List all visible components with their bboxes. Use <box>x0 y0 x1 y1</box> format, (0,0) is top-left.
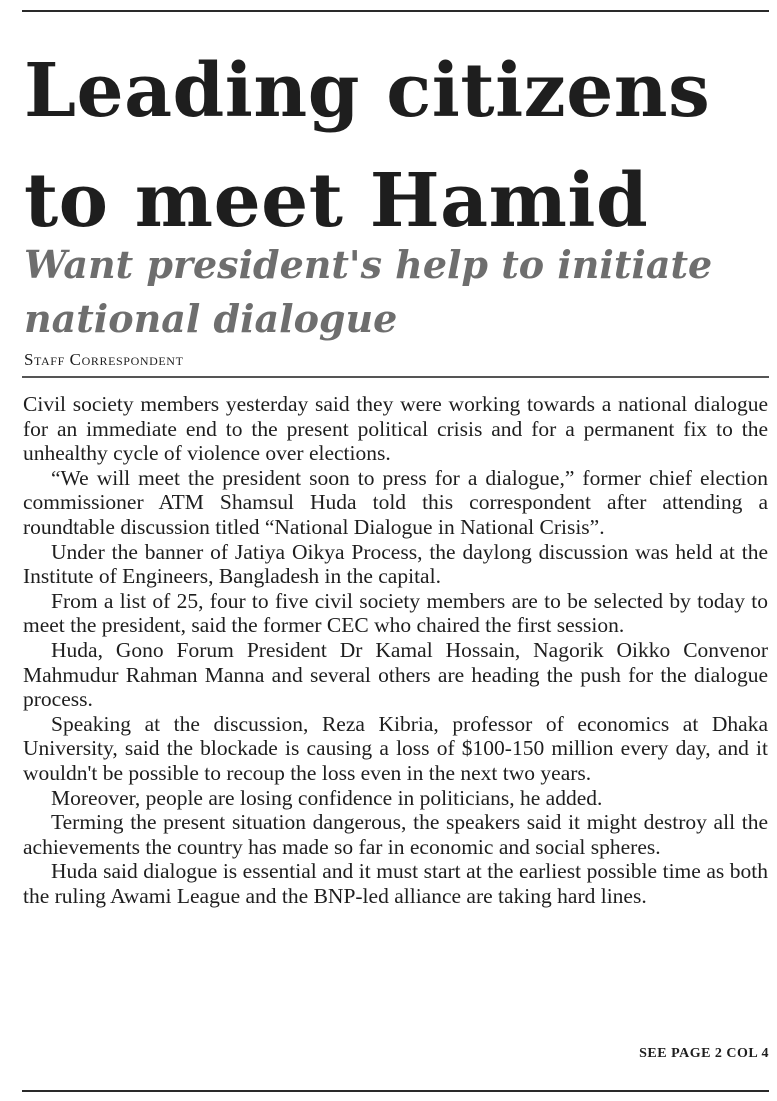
headline: Leading citizens to meet Hamid <box>24 48 711 244</box>
paragraph: “We will meet the president soon to press for a dialogue,” former chief election commissioner ATM Shamsul Huda told this correspondent after attending a roundtable discussion titled “National Dialogue in National Crisis”. <box>23 465 768 539</box>
top-rule <box>22 10 769 12</box>
paragraph: Huda, Gono Forum President Dr Kamal Hossain, Nagorik Oikko Convenor Mahmudur Rahman Manna and several others are heading the push for the dialogue process. <box>23 637 768 712</box>
byline: Staff Correspondent <box>24 350 184 369</box>
paragraph: From a list of 25, four to five civil society members are to be selected by today to meet the president, said the former CEC who chaired the first session. <box>23 588 768 638</box>
paragraph: Moreover, people are losing confidence in politicians, he added. <box>51 785 603 810</box>
byline-rule <box>22 376 769 378</box>
paragraph: Speaking at the discussion, Reza Kibria, professor of economics at Dhaka University, said the blockade is causing a loss of $100-150 million every day, and it wouldn't be possible to recoup the loss even in the next two years. <box>23 711 768 785</box>
bottom-rule <box>22 1090 769 1092</box>
continuation-line[interactable]: SEE PAGE 2 COL 4 <box>639 1046 769 1061</box>
paragraph: Huda said dialogue is essential and it must start at the earliest possible time as both the ruling Awami League and the BNP-led alliance are taking hard lines. <box>23 859 768 908</box>
paragraph: Under the banner of Jatiya Oikya Process, the daylong discussion was held at the Institute of Engineers, Bangladesh in the capital. <box>23 539 768 589</box>
paragraph: Terming the present situation dangerous, the speakers said it might destroy all the achievements the country has made so far in economic and social spheres. <box>23 810 768 859</box>
subheadline: Want president's help to initiate national dialogue <box>24 242 713 341</box>
article-body <box>23 392 768 908</box>
paragraph: Civil society members yesterday said they were working towards a national dialogue for an immediate end to the present political crisis and for a permanent fix to the unhealthy cycle of violence over elections. <box>23 392 768 466</box>
